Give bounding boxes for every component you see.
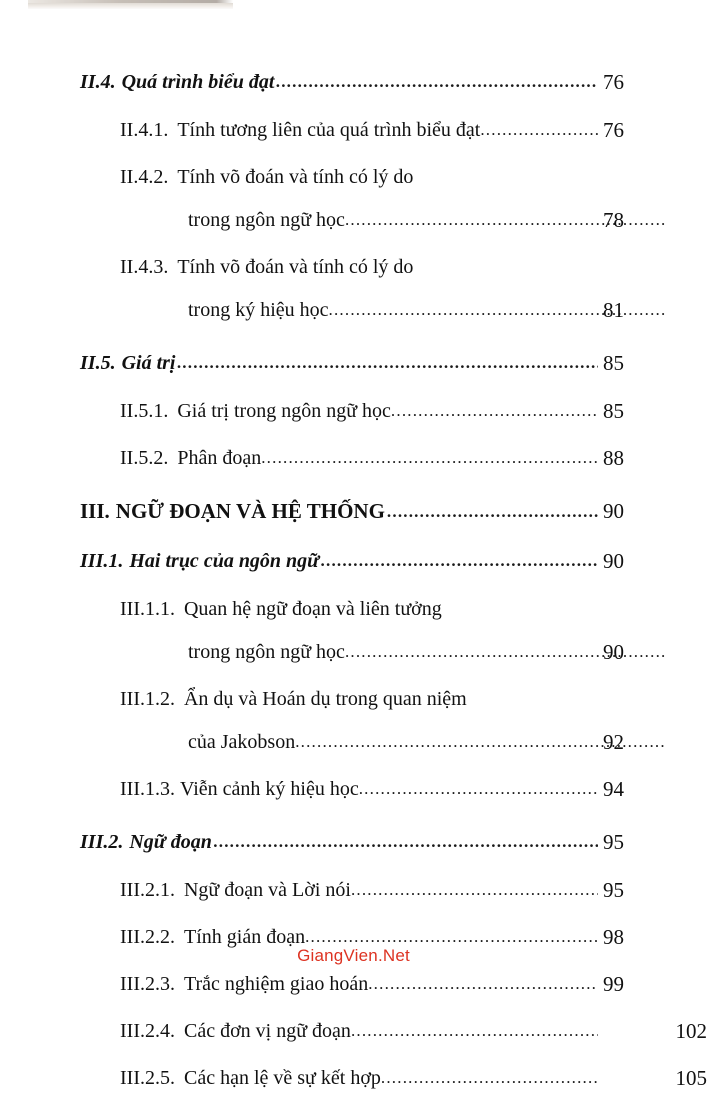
toc-entry-title: Giá trị [121, 352, 176, 374]
toc-entry-line [80, 341, 598, 386]
toc-entry-number: III.1.2. [120, 688, 175, 710]
toc-entry-ii-4-2[interactable] [0, 156, 707, 242]
toc-entry-title: Ngữ đoạn [129, 831, 212, 853]
toc-entry-title-continued: trong ngôn ngữ học [188, 209, 345, 231]
toc-entry-number: III.1.1. [120, 598, 175, 620]
toc-leader-dots [321, 539, 598, 583]
toc-entry-number: II.5.1. [120, 400, 169, 422]
toc-entry-ii-5[interactable] [0, 341, 707, 386]
toc-entry-title: Tính võ đoán và tính có lý do [177, 166, 414, 188]
toc-entry-ii-5-2[interactable] [0, 437, 707, 480]
toc-entry-iii-2-4[interactable] [0, 1010, 707, 1053]
toc-entry-line [120, 1057, 598, 1100]
toc-leader-dots [276, 60, 598, 104]
toc-entry-iii[interactable] [0, 489, 707, 535]
toc-leader-dots [177, 341, 598, 385]
toc-leader-dots [351, 868, 598, 911]
toc-entry-number: III.2.1. [120, 879, 175, 901]
toc-entry-line [80, 60, 598, 105]
toc-entry-iii-1[interactable] [0, 539, 707, 584]
toc-page-number: 99 [603, 972, 624, 996]
toc-page-number: 102 [675, 1019, 707, 1043]
toc-entry-number: III.2.3. [120, 973, 175, 995]
toc-page-number: 90 [603, 499, 624, 523]
toc-entry-title: Phân đoạn [177, 447, 262, 469]
toc-page-number: 76 [603, 70, 624, 94]
toc-page-number: 78 [603, 208, 624, 232]
toc-entry-line [120, 437, 598, 480]
toc-page-number: 95 [603, 878, 624, 902]
toc-entry-line [120, 390, 598, 433]
toc-entry-title: Quan hệ ngữ đoạn và liên tưởng [183, 598, 442, 620]
toc-entry-number: III.2.4. [120, 1020, 175, 1042]
toc-entry-iii-2-1[interactable] [0, 869, 707, 912]
toc-entry-number: III.2. [80, 831, 124, 853]
toc-entry-number: III.1.3. [120, 778, 175, 800]
toc-spacer [0, 811, 707, 820]
toc-entry-line [80, 489, 598, 535]
toc-entry-title: Tính tương liên của quá trình biểu đạt [177, 119, 481, 141]
toc-page-number: 90 [603, 549, 624, 573]
toc-entry-continuation-line [120, 199, 666, 242]
toc-entry-iii-1-3[interactable] [0, 768, 707, 811]
toc-page-number: 90 [603, 640, 624, 664]
toc-entry-iii-2[interactable] [0, 820, 707, 865]
watermark-giangvien: GiangVien.Net [297, 946, 410, 965]
toc-entry-number: III.2.2. [120, 926, 175, 948]
toc-entry-line [80, 539, 598, 584]
toc-page-number: 88 [603, 446, 624, 470]
toc-entry-ii-4[interactable] [0, 60, 707, 105]
toc-entry-line [120, 109, 598, 152]
toc-entry-line [120, 678, 598, 721]
toc-entry-title: Tính gián đoạn [183, 926, 306, 948]
toc-entry-line [120, 246, 598, 289]
toc-entry-title: Tính võ đoán và tính có lý do [177, 256, 414, 278]
toc-leader-dots [391, 389, 598, 432]
toc-page-number: 98 [603, 925, 624, 949]
toc-leader-dots [387, 490, 598, 534]
toc-entry-continuation-line [120, 721, 666, 764]
toc-entry-line [80, 820, 598, 865]
table-of-contents-list [0, 60, 707, 1100]
toc-page-number: 94 [603, 777, 624, 801]
toc-leader-dots [480, 108, 598, 151]
toc-entry-title: NGỮ ĐOẠN VÀ HỆ THỐNG [115, 499, 385, 523]
toc-page-number: 85 [603, 399, 624, 423]
toc-entry-continuation-line [120, 289, 666, 332]
toc-entry-ii-4-1[interactable] [0, 109, 707, 152]
toc-page-number: 92 [603, 730, 624, 754]
toc-entry-number: II.5. [80, 352, 116, 374]
toc-entry-iii-2-5[interactable] [0, 1057, 707, 1100]
toc-entry-iii-1-2[interactable] [0, 678, 707, 764]
toc-page-number: 76 [603, 118, 624, 142]
toc-page-number: 95 [603, 830, 624, 854]
toc-entry-title: Viễn cảnh ký hiệu học [179, 778, 359, 800]
toc-entry-iii-1-1[interactable] [0, 588, 707, 674]
toc-entry-number: II.4.3. [120, 256, 169, 278]
toc-leader-dots [214, 820, 598, 864]
toc-entry-title: Trắc nghiệm giao hoán [183, 973, 369, 995]
toc-entry-line [120, 156, 598, 199]
toc-entry-title: Các hạn lệ về sự kết hợp [183, 1067, 381, 1089]
toc-entry-title: Hai trục của ngôn ngữ [129, 550, 320, 572]
toc-entry-number: II.4.1. [120, 119, 169, 141]
toc-entry-number: II.4. [80, 71, 116, 93]
toc-entry-line [120, 1010, 598, 1053]
page-edge-scan-artifact [28, 0, 233, 9]
toc-leader-dots [261, 436, 598, 479]
toc-entry-ii-5-1[interactable] [0, 390, 707, 433]
toc-entry-title: Ẩn dụ và Hoán dụ trong quan niệm [183, 688, 467, 710]
toc-entry-ii-4-3[interactable] [0, 246, 707, 332]
toc-page-number: 81 [603, 298, 624, 322]
toc-leader-dots [351, 1009, 598, 1052]
toc-entry-title-continued: trong ký hiệu học [188, 299, 329, 321]
toc-entry-title: Các đơn vị ngữ đoạn [183, 1020, 351, 1042]
toc-entry-number: III. [80, 499, 110, 523]
toc-entry-continuation-line [120, 631, 666, 674]
toc-entry-line [120, 768, 598, 811]
toc-entry-line [120, 869, 598, 912]
toc-entry-title: Ngữ đoạn và Lời nói [183, 879, 351, 901]
toc-page-number: 105 [675, 1066, 707, 1090]
toc-entry-line [120, 588, 598, 631]
toc-entry-title-continued: trong ngôn ngữ học [188, 641, 345, 663]
toc-entry-title-continued: của Jakobson [188, 731, 296, 753]
toc-entry-number: II.5.2. [120, 447, 169, 469]
toc-page-number: 85 [603, 351, 624, 375]
toc-entry-title: Giá trị trong ngôn ngữ học [177, 400, 391, 422]
toc-leader-dots [359, 767, 598, 810]
toc-spacer [0, 480, 707, 489]
toc-entry-number: III.1. [80, 550, 124, 572]
toc-leader-dots [368, 962, 598, 1005]
toc-leader-dots [381, 1056, 598, 1099]
toc-spacer [0, 332, 707, 341]
toc-entry-title: Quá trình biểu đạt [121, 71, 275, 93]
toc-entry-number: II.4.2. [120, 166, 169, 188]
toc-entry-number: III.2.5. [120, 1067, 175, 1089]
